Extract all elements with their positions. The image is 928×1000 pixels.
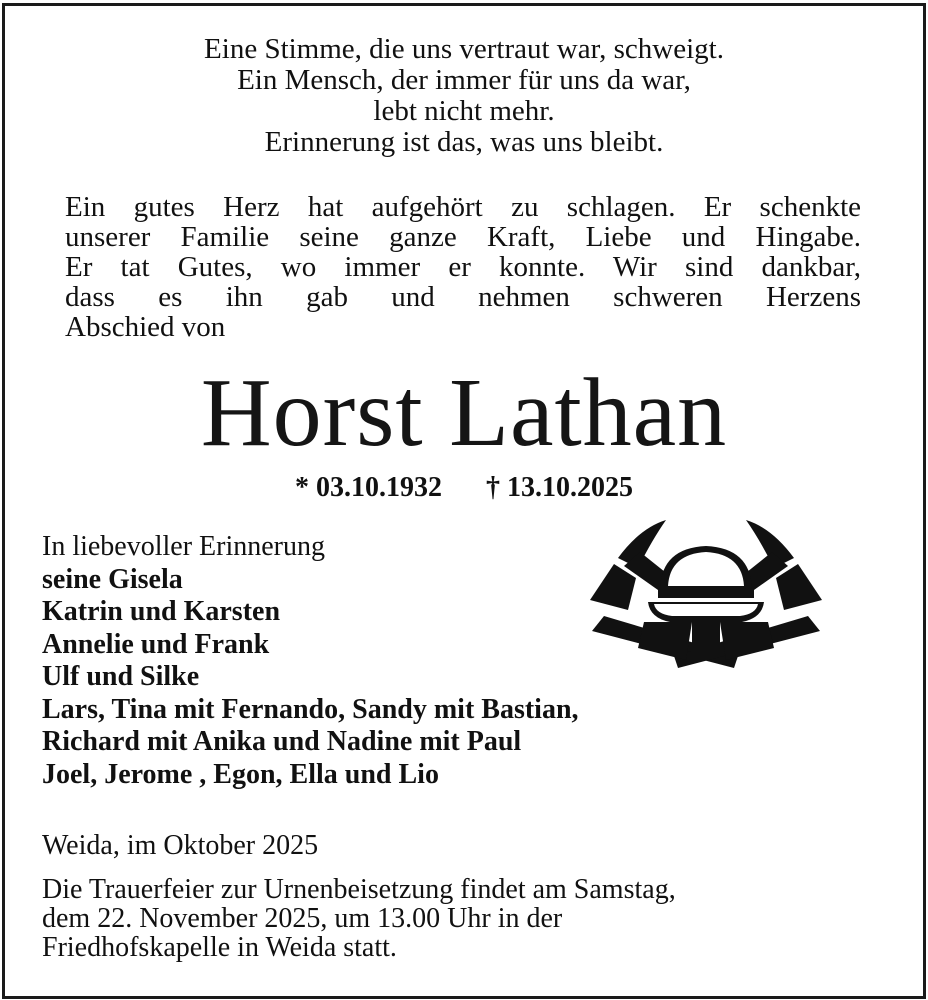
- mourner-entry: Lars, Tina mit Fernando, Sandy mit Bastian,: [42, 693, 579, 725]
- firefighter-helmet-crossed-axes-icon: [588, 518, 824, 668]
- intro-line: Abschied von: [65, 311, 226, 343]
- axe-head-right: [776, 564, 822, 610]
- helmet-band: [658, 586, 754, 598]
- service-line: Friedhofskapelle in Weida statt.: [42, 932, 397, 963]
- life-dates: [0, 470, 928, 506]
- mourner-entry: Joel, Jerome , Egon, Ella und Lio: [42, 758, 439, 790]
- intro-line: dass es ihn gab und nehmen schweren Herzens: [65, 281, 861, 313]
- intro-line: unserer Familie seine ganze Kraft, Liebe und Hingabe.: [65, 221, 861, 253]
- service-line: dem 22. November 2025, um 13.00 Uhr in der: [42, 903, 563, 934]
- intro-paragraph: [65, 192, 861, 342]
- poem-line: Ein Mensch, der immer für uns da war,: [237, 64, 691, 96]
- intro-line: Er tat Gutes, wo immer er konnte. Wir sind dankbar,: [65, 251, 861, 283]
- death-date: † 13.10.2025: [486, 472, 633, 503]
- mourner-entry: Annelie und Frank: [42, 628, 270, 660]
- mourner-entry: Richard mit Anika und Nadine mit Paul: [42, 726, 522, 757]
- helmet-flap-left: [638, 622, 692, 660]
- service-line: Die Trauerfeier zur Urnenbeisetzung findet am Samstag,: [42, 874, 676, 905]
- helmet-flap-right: [720, 622, 774, 660]
- axe-head-left: [590, 564, 636, 610]
- mourners-list: [42, 531, 579, 791]
- deceased-name: Horst Lathan: [200, 359, 728, 467]
- helmet-brim-highlight: [654, 604, 758, 616]
- poem-line: lebt nicht mehr.: [373, 95, 555, 127]
- mourners-lead: In liebevoller Erinnerung: [42, 531, 326, 562]
- mourner-entry: Ulf und Silke: [42, 661, 200, 692]
- mourner-entry: seine Gisela: [42, 563, 183, 595]
- helmet-flap-center: [692, 622, 720, 652]
- mourner-entry: Katrin und Karsten: [42, 596, 281, 627]
- poem-line: Eine Stimme, die uns vertraut war, schweigt.: [204, 33, 724, 65]
- poem-line: Erinnerung ist das, was uns bleibt.: [264, 126, 664, 158]
- opening-poem: [0, 34, 928, 158]
- place-and-date: Weida, im Oktober 2025: [42, 830, 319, 861]
- intro-line: Ein gutes Herz hat aufgehört zu schlagen. Er schenkte: [65, 191, 861, 223]
- birth-date: * 03.10.1932: [295, 472, 442, 503]
- funeral-service-info: [42, 875, 842, 962]
